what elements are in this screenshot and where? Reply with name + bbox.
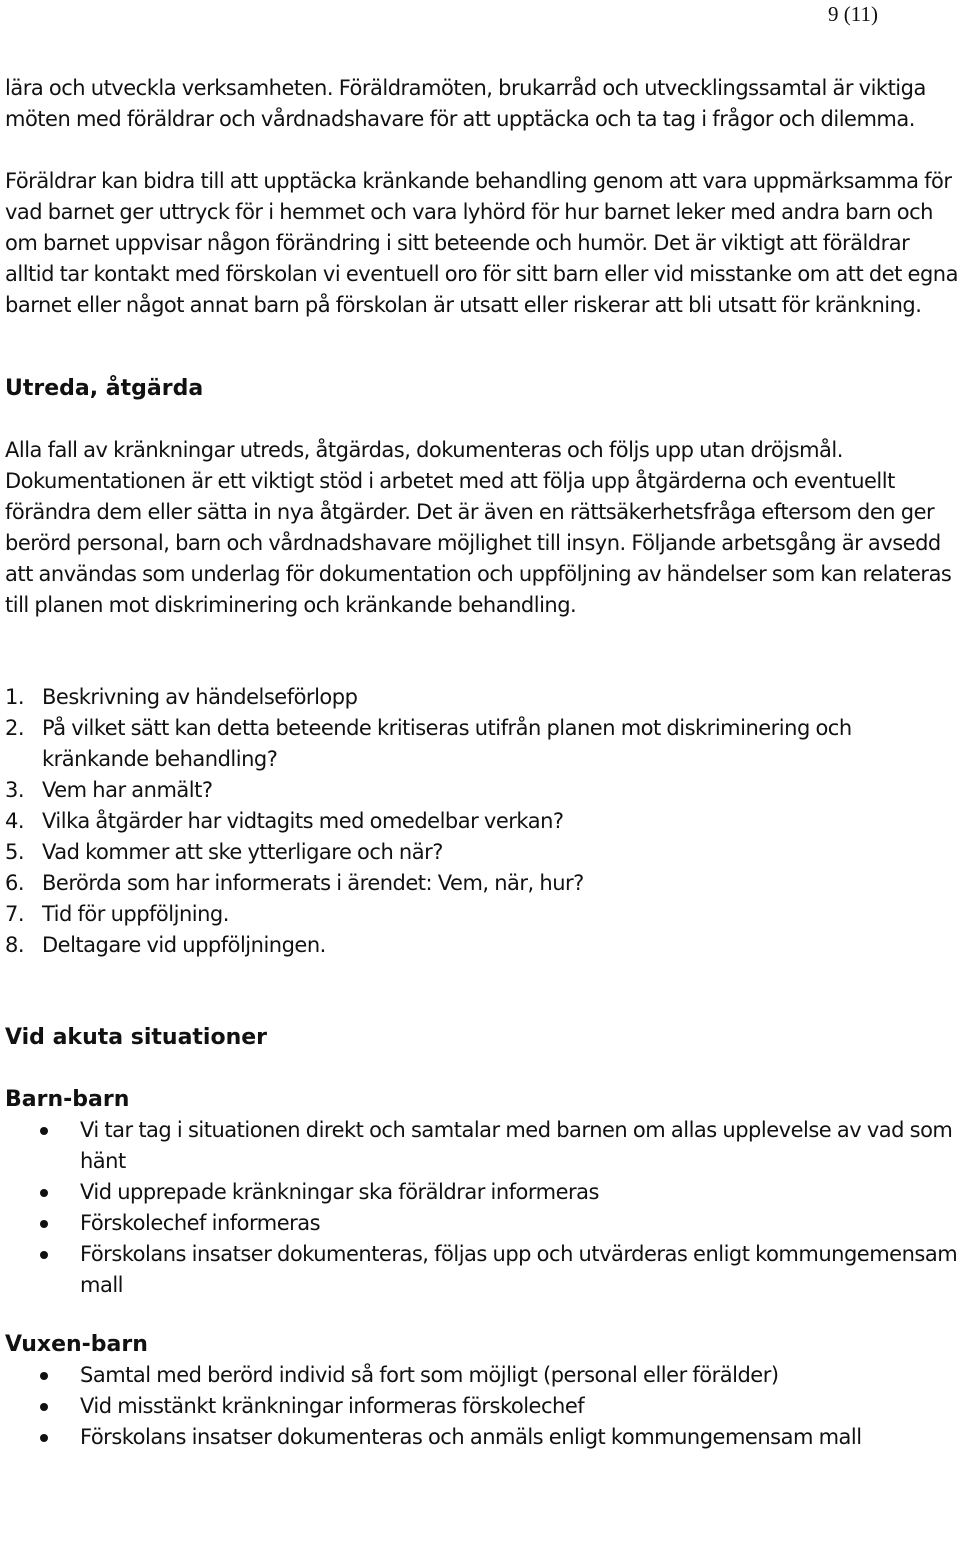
list-item-text: Förskolechef informeras — [80, 1211, 321, 1235]
list-item-text: Vid misstänkt kränkningar informeras förskolechef — [80, 1394, 585, 1418]
list-item — [5, 1177, 960, 1208]
list-item — [5, 868, 960, 899]
list-number: 3. — [5, 778, 25, 802]
list-number: 4. — [5, 809, 25, 833]
list-item-text: Tid för uppföljning. — [42, 902, 229, 926]
section-heading-acute: Vid akuta situationer — [5, 1025, 268, 1050]
list-item — [5, 899, 960, 930]
list-item — [5, 775, 960, 806]
page-number: 9 (11) — [828, 2, 878, 26]
list-item-text: Vid upprepade kränkningar ska föräldrar informeras — [80, 1180, 599, 1204]
list-item — [5, 930, 960, 961]
list-number: 6. — [5, 871, 25, 895]
list-item-text: Förskolans insatser dokumenteras, följas upp och utvärderas enligt kommungemensam mall — [80, 1242, 958, 1297]
list-item — [5, 1115, 960, 1177]
list-item-text: Berörda som har informerats i ärendet: Vem, när, hur? — [42, 871, 584, 895]
list-item-text: På vilket sätt kan detta beteende kritiseras utifrån planen mot diskriminering och kränkande behandling? — [42, 716, 852, 771]
list-item-text: Samtal med berörd individ så fort som möjligt (personal eller förälder) — [80, 1363, 779, 1387]
list-number: 1. — [5, 685, 25, 709]
document-body — [5, 73, 960, 1453]
section-heading-investigate: Utreda, åtgärda — [5, 376, 204, 401]
list-number: 7. — [5, 902, 25, 926]
list-number: 8. — [5, 933, 25, 957]
list-item-text: Vem har anmält? — [42, 778, 213, 802]
bullet-icon — [40, 1189, 48, 1197]
procedure-steps-list — [5, 682, 960, 961]
list-item — [5, 1360, 960, 1391]
list-item — [5, 713, 960, 775]
subheading-child-child: Barn-barn — [5, 1087, 130, 1112]
list-item — [5, 1239, 960, 1301]
list-item-text: Deltagare vid uppföljningen. — [42, 933, 326, 957]
bullet-icon — [40, 1372, 48, 1380]
bullet-icon — [40, 1403, 48, 1411]
parents-paragraph: Föräldrar kan bidra till att upptäcka kränkande behandling genom att vara uppmärksamma för vad barnet ger uttryck för i hemmet och vara lyhörd för hur barnet leker med andra barn och om barnet uppvisar någon förändring i sitt beteende och humör. Det är viktigt att föräldrar alltid tar kontakt med förskolan vi eventuell oro för sitt barn eller vid misstanke om att det egna barnet eller något annat barn på förskolan är utsatt eller riskerar att bli utsatt för kränkning. — [5, 169, 958, 317]
list-item-text: Vi tar tag i situationen direkt och samtalar med barnen om allas upplevelse av vad som hänt — [80, 1118, 953, 1173]
adult-child-list — [5, 1360, 960, 1453]
list-item-text: Förskolans insatser dokumenteras och anmäls enligt kommungemensam mall — [80, 1425, 862, 1449]
subheading-adult-child: Vuxen-barn — [5, 1332, 148, 1357]
list-item — [5, 837, 960, 868]
bullet-icon — [40, 1434, 48, 1442]
list-item — [5, 682, 960, 713]
list-number: 5. — [5, 840, 25, 864]
child-child-list — [5, 1115, 960, 1301]
list-item — [5, 1422, 960, 1453]
bullet-icon — [40, 1251, 48, 1259]
list-item — [5, 1208, 960, 1239]
investigate-paragraph: Alla fall av kränkningar utreds, åtgärdas, dokumenteras och följs upp utan dröjsmål. Dokumentationen är ett viktigt stöd i arbetet med att följa upp åtgärderna och eventuellt förändra dem eller sätta in nya åtgärder. Det är även en rättsäkerhetsfråga eftersom den ger berörd personal, barn och vårdnadshavare möjlighet till insyn. Följande arbetsgång är avsedd att användas som underlag för dokumentation och uppföljning av händelser som kan relateras till planen mot diskriminering och kränkande behandling. — [5, 438, 952, 617]
list-item — [5, 1391, 960, 1422]
bullet-icon — [40, 1127, 48, 1135]
list-item-text: Beskrivning av händelseförlopp — [42, 685, 358, 709]
intro-paragraph: lära och utveckla verksamheten. Föräldramöten, brukarråd och utvecklingssamtal är viktiga möten med föräldrar och vårdnadshavare för att upptäcka och ta tag i frågor och dilemma. — [5, 76, 926, 131]
list-item-text: Vad kommer att ske ytterligare och när? — [42, 840, 443, 864]
bullet-icon — [40, 1220, 48, 1228]
list-item — [5, 806, 960, 837]
list-item-text: Vilka åtgärder har vidtagits med omedelbar verkan? — [42, 809, 564, 833]
list-number: 2. — [5, 716, 25, 740]
